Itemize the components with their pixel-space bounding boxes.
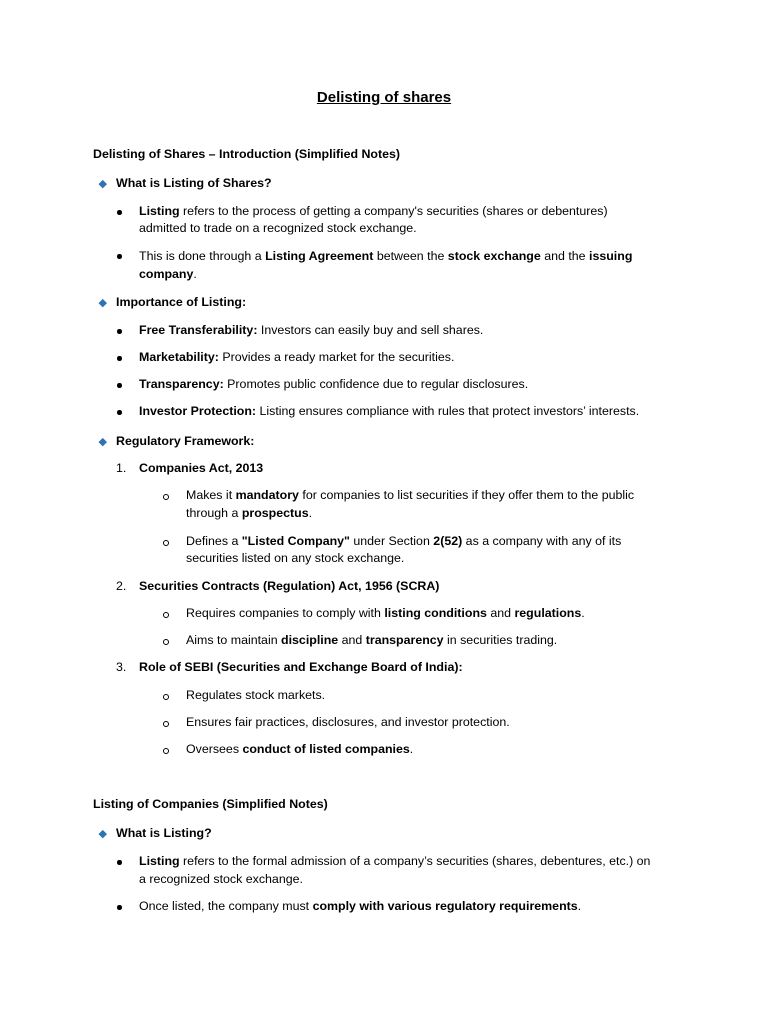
listing-agreement-line2: company. <box>139 267 197 281</box>
sebi-point3: Oversees conduct of listed companies. <box>186 742 414 756</box>
sebi-point2: Ensures fair practices, disclosures, and investor protection. <box>186 715 510 729</box>
companies-act-point1-line2: through a prospectus. <box>186 506 313 520</box>
diamond-bullet-icon <box>99 830 107 838</box>
listing-formal-admission-line2: a recognized stock exchange. <box>139 872 303 886</box>
importance-item: Marketability: Provides a ready market for the securities. <box>139 350 455 364</box>
circle-bullet-icon <box>163 639 169 645</box>
circle-bullet-icon <box>163 748 169 754</box>
list-number: 3. <box>116 660 127 674</box>
scra-title: Securities Contracts (Regulation) Act, 1956 (SCRA) <box>139 579 440 593</box>
importance-item: Investor Protection: Listing ensures compliance with rules that protect investors’ interests. <box>139 404 640 418</box>
sebi-title: Role of SEBI (Securities and Exchange Board of India): <box>139 660 463 674</box>
page-title: Delisting of shares <box>316 89 452 106</box>
circle-bullet-icon <box>163 540 169 546</box>
bullet-icon <box>117 905 122 910</box>
bullet-icon <box>117 383 122 388</box>
companies-act-point1-line1: Makes it mandatory for companies to list securities if they offer them to the public <box>186 488 635 502</box>
bullet-icon <box>117 356 122 361</box>
companies-act-point2-line1: Defines a "Listed Company" under Section 2(52) as a company with any of its <box>186 534 622 548</box>
importance-heading: Importance of Listing: <box>116 295 247 309</box>
sebi-point1: Regulates stock markets. <box>186 688 326 702</box>
what-is-listing-heading: What is Listing? <box>116 826 212 840</box>
bullet-icon <box>117 254 122 259</box>
listing-definition-line2: admitted to trade on a recognized stock exchange. <box>139 221 417 235</box>
section1-heading: Delisting of Shares – Introduction (Simplified Notes) <box>93 147 401 161</box>
list-number: 1. <box>116 461 127 475</box>
diamond-bullet-icon <box>99 299 107 307</box>
companies-act-point2-line2: securities listed on any stock exchange. <box>186 551 405 565</box>
regulatory-heading: Regulatory Framework: <box>116 434 255 448</box>
listing-definition-line1: Listing refers to the process of getting a company's securities (shares or debentures) <box>139 204 608 218</box>
circle-bullet-icon <box>163 694 169 700</box>
bullet-icon <box>117 860 122 865</box>
circle-bullet-icon <box>163 721 169 727</box>
scra-point2: Aims to maintain discipline and transparency in securities trading. <box>186 633 558 647</box>
listing-formal-admission-line1: Listing refers to the formal admission of a company’s securities (shares, debentures, etc.) on <box>139 854 651 868</box>
listing-agreement-line1: This is done through a Listing Agreement between the stock exchange and the issuing <box>139 249 633 263</box>
diamond-bullet-icon <box>99 180 107 188</box>
what-is-listing-shares-heading: What is Listing of Shares? <box>116 176 272 190</box>
scra-point1: Requires companies to comply with listing conditions and regulations. <box>186 606 585 620</box>
circle-bullet-icon <box>163 612 169 618</box>
circle-bullet-icon <box>163 494 169 500</box>
regulatory-compliance-line: Once listed, the company must comply with various regulatory requirements. <box>139 899 582 913</box>
bullet-icon <box>117 329 122 334</box>
bullet-icon <box>117 410 122 415</box>
companies-act-title: Companies Act, 2013 <box>139 461 264 475</box>
list-number: 2. <box>116 579 127 593</box>
diamond-bullet-icon <box>99 438 107 446</box>
section2-heading: Listing of Companies (Simplified Notes) <box>93 797 328 811</box>
bullet-icon <box>117 210 122 215</box>
importance-item: Transparency: Promotes public confidence due to regular disclosures. <box>139 377 529 391</box>
importance-item: Free Transferability: Investors can easily buy and sell shares. <box>139 323 484 337</box>
